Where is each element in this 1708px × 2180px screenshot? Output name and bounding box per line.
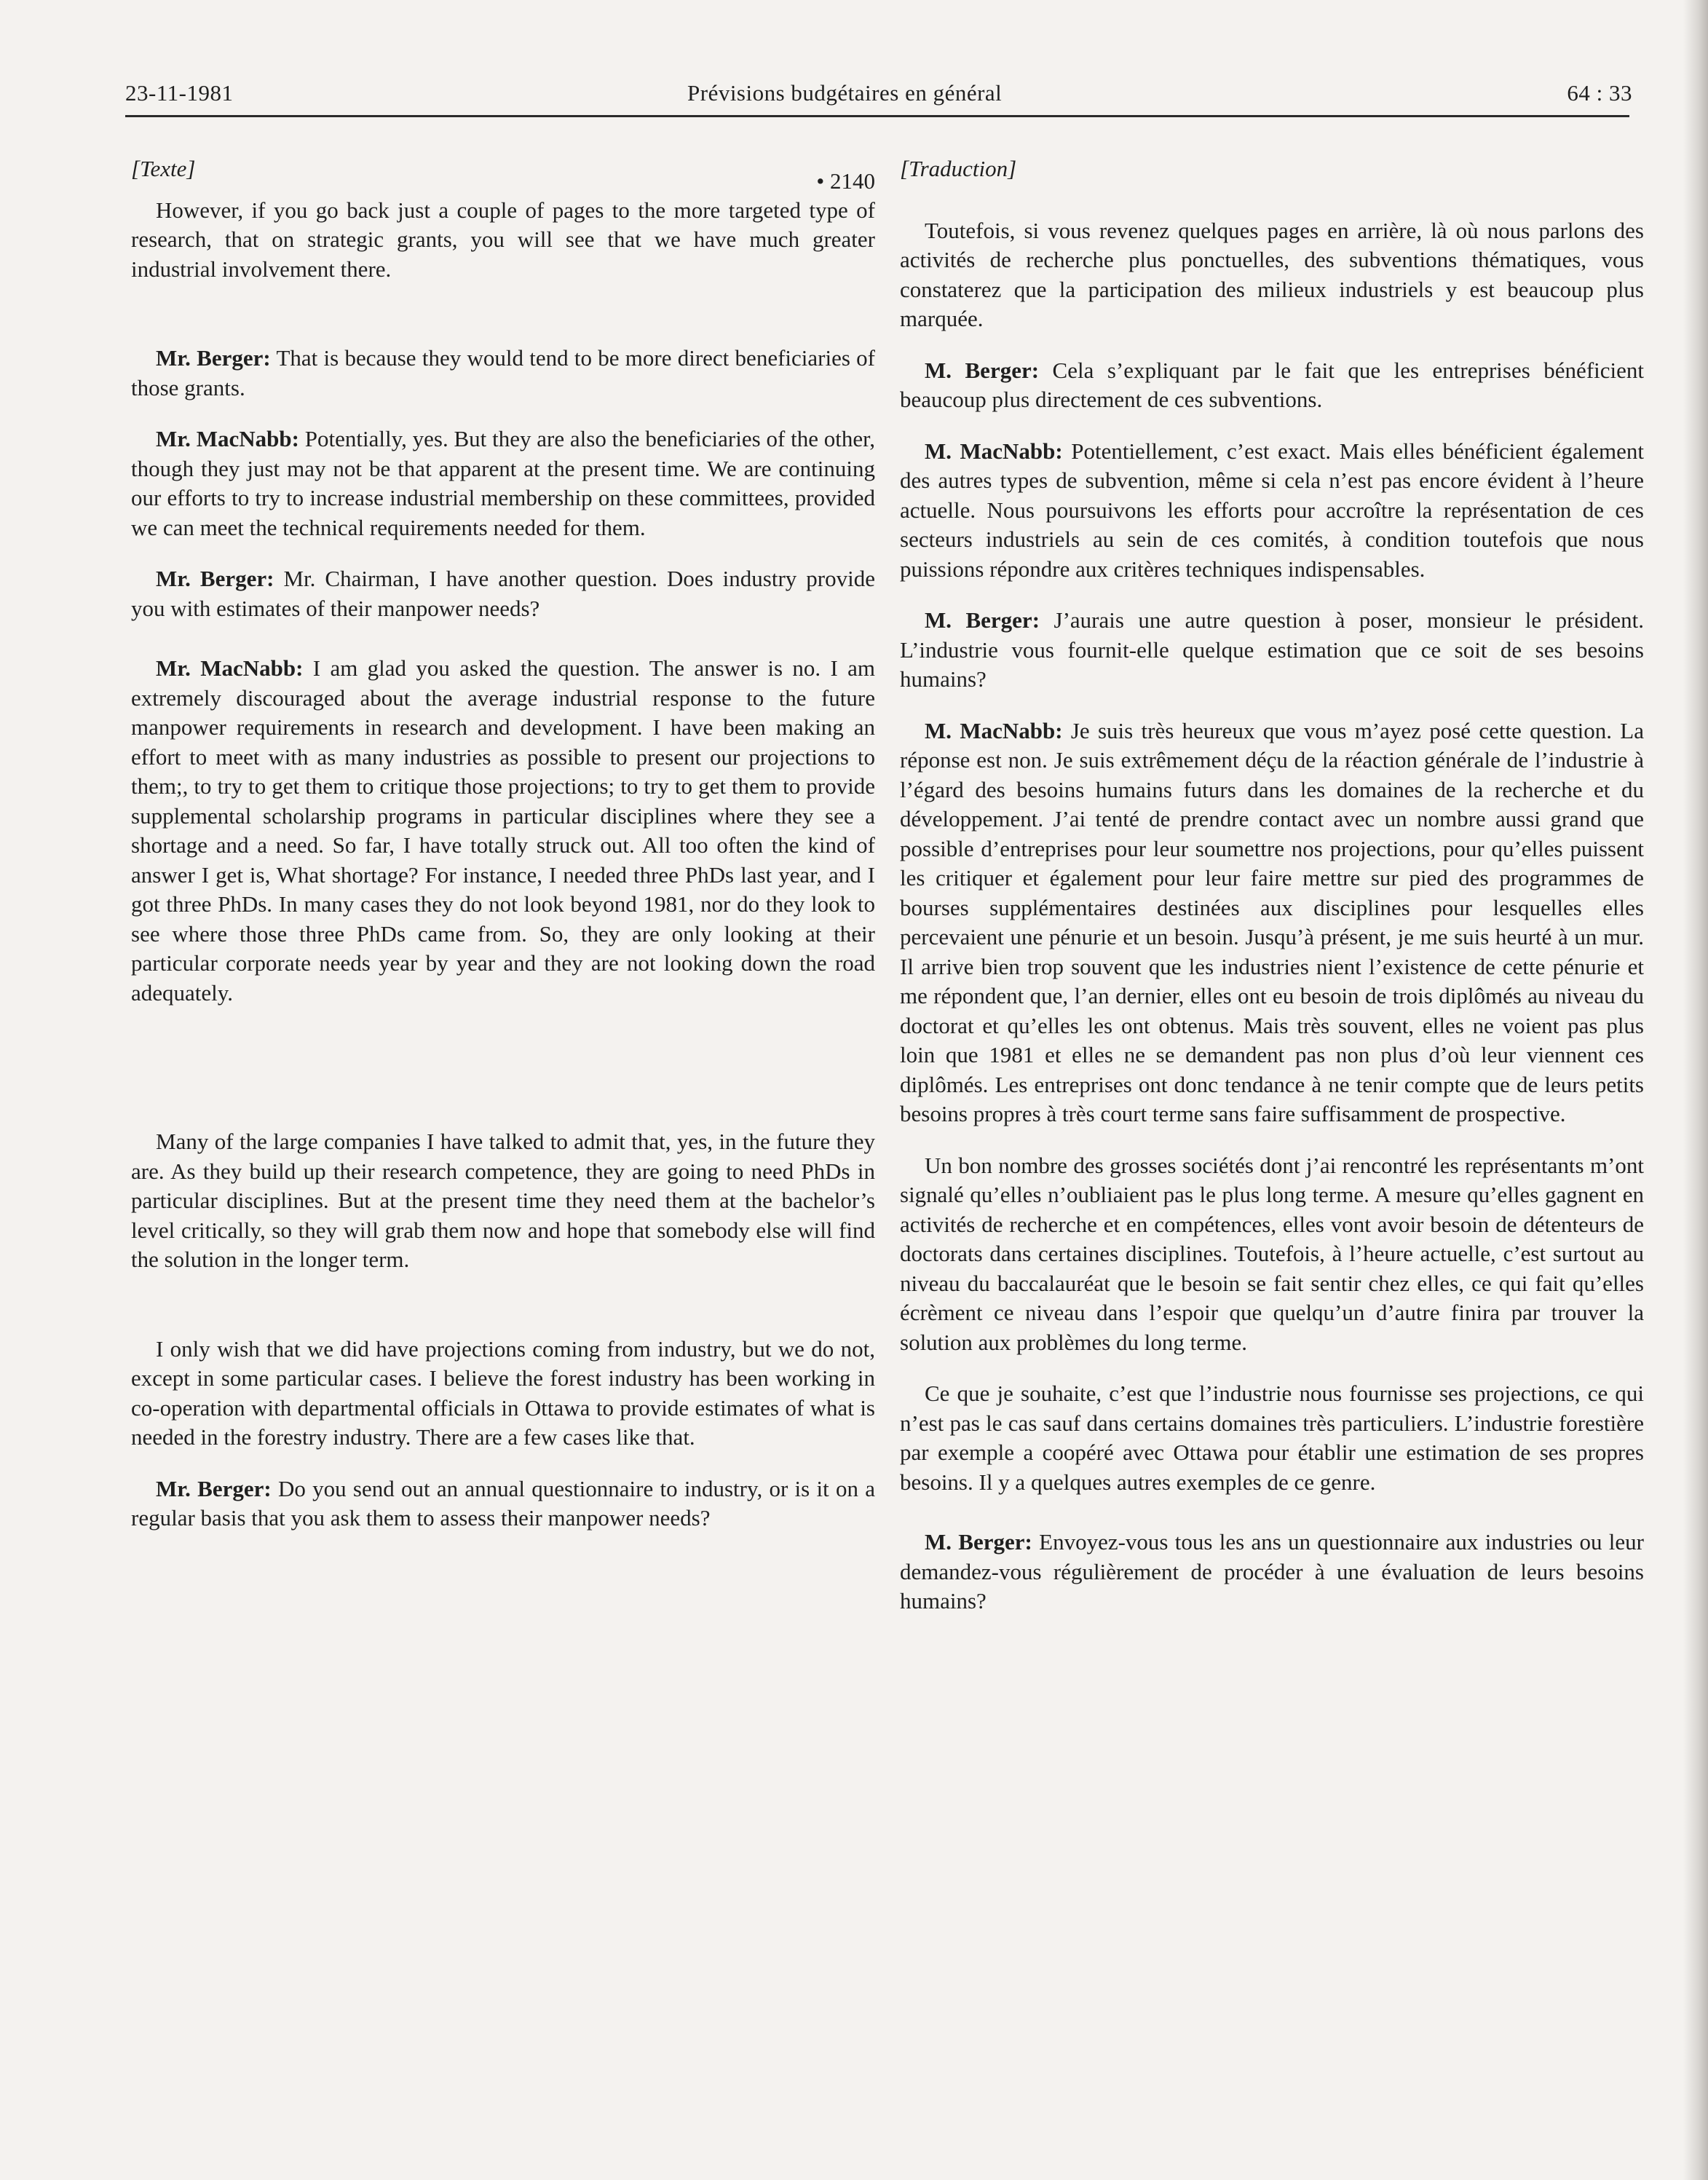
speaker-name: Mr. Berger: bbox=[156, 566, 274, 591]
paragraph bbox=[900, 216, 1644, 334]
paragraph bbox=[131, 564, 875, 623]
speaker-name: Mr. MacNabb: bbox=[156, 426, 299, 451]
column-label-traduction: [Traduction] bbox=[900, 156, 1017, 181]
paragraph bbox=[131, 196, 875, 285]
paragraph bbox=[900, 1379, 1644, 1497]
paragraph bbox=[900, 356, 1644, 415]
speaker-name: M. Berger: bbox=[925, 607, 1040, 633]
paragraph-text: Toutefois, si vous revenez quelques pages en arrière, là où nous parlons des activités de recherche plus ponctuelles, des subventions thématiques, vous constaterez que la participation des milieux industriels y est beaucoup plus marquée. bbox=[900, 217, 1644, 331]
paragraph-text: However, if you go back just a couple of pages to the more targeted type of research, that on strategic grants, you will see that we have much greater industrial involvement there. bbox=[131, 197, 875, 282]
paragraph-text: J’aurais une autre question à poser, monsieur le président. L’industrie vous fournit-elle quelque estimation que ce soit de ses besoins humains? bbox=[900, 607, 1645, 692]
speaker-name: M. MacNabb: bbox=[925, 438, 1063, 464]
paragraph bbox=[900, 716, 1644, 1129]
paragraph bbox=[131, 424, 875, 542]
english-column bbox=[131, 154, 875, 1533]
time-marker: • 2140 bbox=[816, 167, 875, 194]
paragraph-text: I am glad you asked the question. The answer is no. I am extremely discouraged about the average industrial response to the future manpower requirements in research and development. I have been making an effort to meet with as many industries as possible to present our projections to them;, to try to get them to critique those projections; to try to get them to provide supplemental scholarship programs in particular disciplines where they see a shortage and a need. So far, I have totally struck out. All too often the kind of answer I get is, What shortage? For instance, I needed three PhDs last year, and I got three PhDs. In many cases they do not look beyond 1981, nor do they look to see where those three PhDs came from. So, they are only looking at their particular corporate needs year by year and they are not looking down the road adequately. bbox=[131, 655, 876, 1006]
speaker-name: M. MacNabb: bbox=[925, 717, 1063, 743]
paragraph bbox=[131, 344, 875, 403]
french-column bbox=[900, 154, 1644, 1616]
header-date: 23-11-1981 bbox=[125, 80, 234, 106]
header-rule bbox=[125, 115, 1629, 117]
paragraph-text: Cela s’expliquant par le fait que les entreprises bénéficient beaucoup plus directement de ces subventions. bbox=[900, 357, 1644, 412]
paragraph-text: Ce que je souhaite, c’est que l’industrie nous fournisse ses projections, ce qui n’est pas le cas sauf dans certains domaines très particuliers. L’industrie forestière par exemple a coopéré avec Ottawa pour établir une estimation de ses propres besoins. Il y a quelques autres exemples de ce genre. bbox=[900, 1381, 1644, 1495]
speaker-name: M. Berger: bbox=[925, 357, 1040, 383]
paragraph bbox=[900, 1528, 1644, 1616]
column-label-texte: [Texte] bbox=[131, 156, 196, 181]
paragraph bbox=[131, 654, 875, 1008]
paragraph-text: I only wish that we did have projections coming from industry, but we do not, except in some particular cases. I believe the forest industry has been working in co-operation with departmental officials in Ottawa to provide estimates of what is needed in the forestry industry. There are a few cases like that. bbox=[131, 1335, 875, 1450]
header-page-number: 64 : 33 bbox=[1567, 80, 1632, 106]
speaker-name: Mr. Berger: bbox=[156, 345, 271, 371]
paragraph-text: That is because they would tend to be more direct beneficiaries of those grants. bbox=[131, 345, 875, 400]
header-title: Prévisions budgétaires en général bbox=[687, 80, 1003, 106]
paragraph-text: Envoyez-vous tous les ans un questionnaire aux industries ou leur demandez-vous régulièrement de procéder à une évaluation de leurs besoins humains? bbox=[900, 1529, 1645, 1614]
paragraph-text: Potentially, yes. But they are also the beneficiaries of the other, though they just may not be that apparent at the present time. We are continuing our efforts to try to increase industrial membership on these committees, provided we can meet the technical requirements needed for them. bbox=[131, 426, 876, 540]
paragraph bbox=[900, 1151, 1644, 1358]
paragraph bbox=[900, 437, 1644, 585]
paragraph-text: Potentiellement, c’est exact. Mais elles bénéficient également des autres types de subvention, même si cela n’est pas encore évident à l’heure actuelle. Nous poursuivons les efforts pour accroître la représentation de ces secteurs industriels au sein de ces comités, à condition toutefois que nous puissions répondre aux critères techniques indispensables. bbox=[900, 438, 1645, 582]
page-header bbox=[125, 76, 1632, 119]
paragraph-text: Mr. Chairman, I have another question. Does industry provide you with estimates of their manpower needs? bbox=[131, 566, 875, 621]
paragraph bbox=[900, 606, 1644, 695]
paragraph bbox=[131, 1335, 875, 1453]
paragraph-text: Je suis très heureux que vous m’ayez posé cette question. La réponse est non. Je suis extrêmement déçu de la réaction générale de l’industrie à l’égard des besoins humains futurs dans les domaines de la recherche et du développement. J’ai tenté de prendre contact avec un nombre aussi grand que possible d’entreprises pour leur soumettre nos projections, pour qu’elles puissent les critiquer et également pour leur faire mettre sur pied des programmes de bourses supplémentaires destinées aux disciplines pour lesquelles elles percevaient une pénurie et un besoin. Jusqu’à présent, je me suis heurté à un mur. Il arrive bien trop souvent que les industries nient l’existence de cette pénurie et me répondent que, l’an dernier, elles ont eu besoin de trois diplômés au niveau du doctorat et qu’elles les ont obtenus. Mais très souvent, elles ne voient pas plus loin que 1981 et elles ne se demandent pas non plus d’où leur viennent ces diplômés. Les entreprises ont donc tendance à ne tenir compte que de leurs petits besoins propres à très court terme sans faire suffisamment de prospective. bbox=[900, 717, 1644, 1126]
speaker-name: M. Berger: bbox=[925, 1529, 1032, 1555]
paragraph-text: Do you send out an annual questionnaire to industry, or is it on a regular basis that you ask them to assess their manpower needs? bbox=[131, 1475, 875, 1531]
speaker-name: Mr. MacNabb: bbox=[156, 655, 304, 681]
paragraph-text: Many of the large companies I have talked to admit that, yes, in the future they are. As they build up their research competence, they are going to need PhDs in particular disciplines. But at the present time they need them at the bachelor’s level critically, so they will grab them now and hope that somebody else will find the solution in the longer term. bbox=[131, 1129, 875, 1272]
speaker-name: Mr. Berger: bbox=[156, 1475, 272, 1501]
page-edge-shadow bbox=[1683, 0, 1708, 2180]
paragraph bbox=[131, 1127, 875, 1275]
paragraph-text: Un bon nombre des grosses sociétés dont j’ai rencontré les représentants m’ont signalé qu’elles n’oubliaient pas le plus long terme. A mesure qu’elles gagnent en activités de recherche et en compétences, elles vont avoir besoin de détenteurs de doctorats dans certaines disciplines. Toutefois, à l’heure actuelle, c’est surtout au niveau du baccalauréat que le besoin se fait sentir chez elles, ce qui fait qu’elles écrèment ce niveau dans l’espoir que quelqu’un d’autre finira par trouver la solution aux problèmes du long terme. bbox=[900, 1152, 1644, 1355]
paragraph bbox=[131, 1474, 875, 1533]
